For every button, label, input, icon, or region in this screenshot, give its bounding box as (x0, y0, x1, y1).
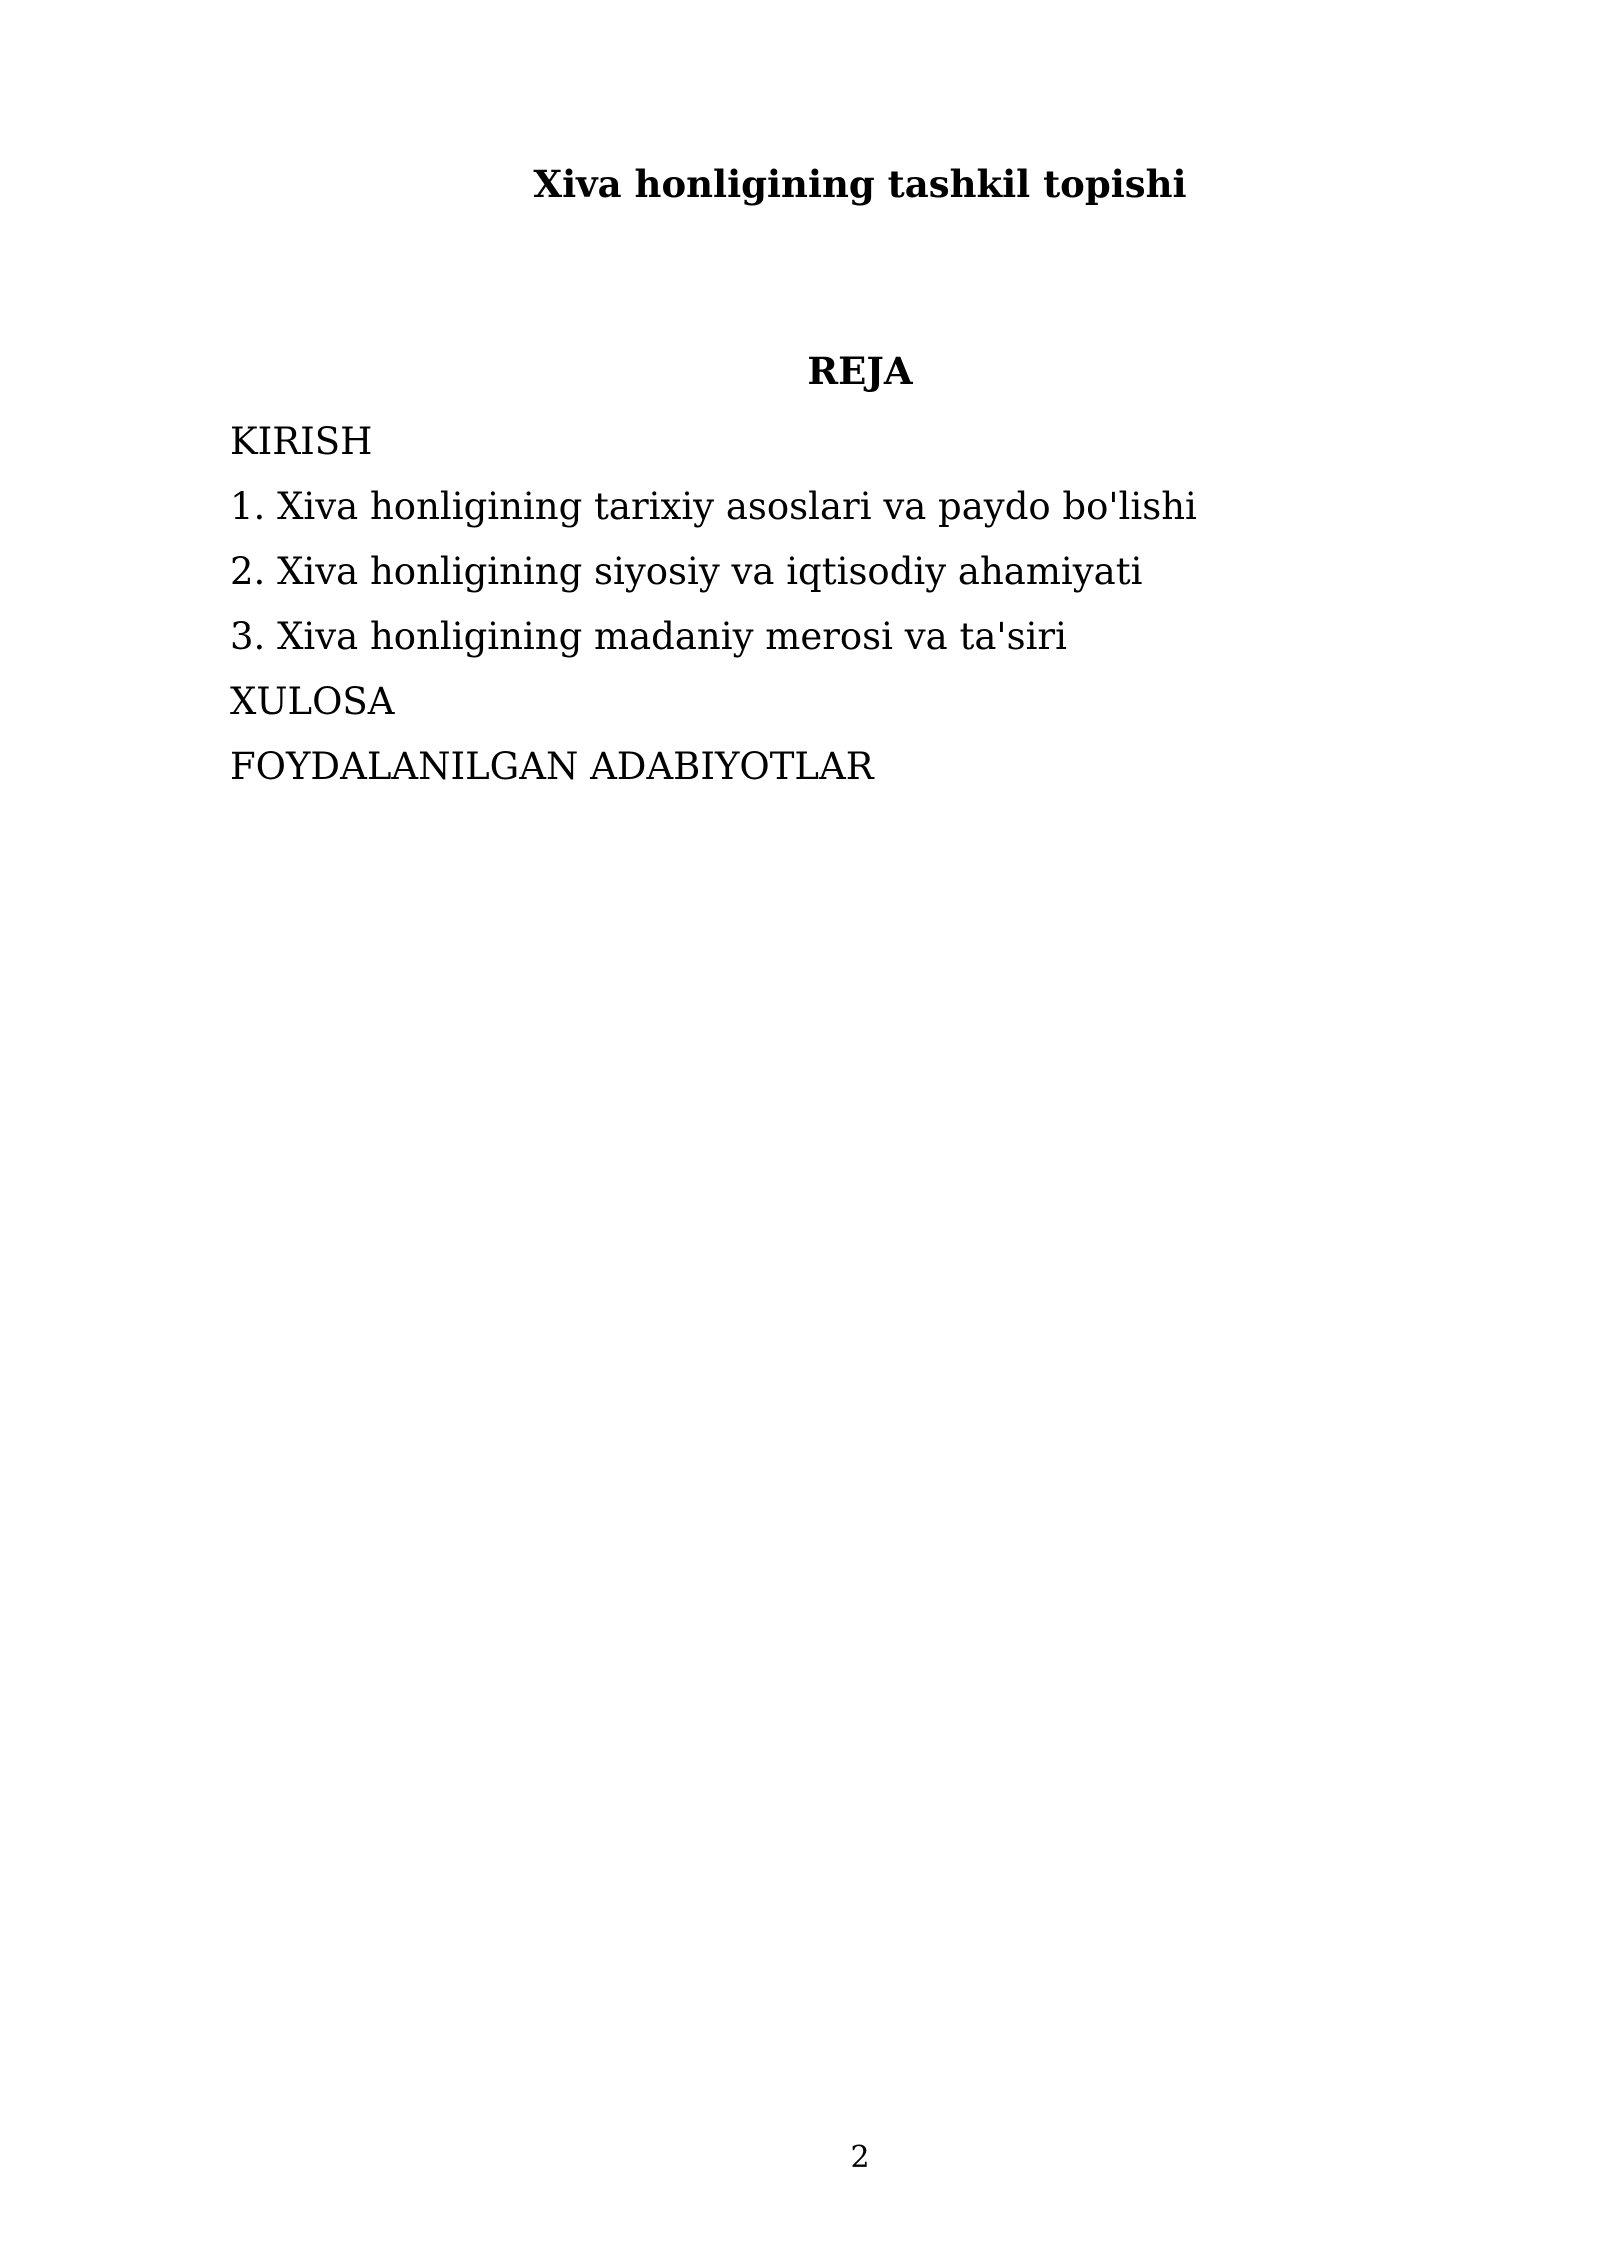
plan-item-2: 2. Xiva honligining siyosiy va iqtisodiy ahamiyati (230, 550, 1143, 593)
plan-item-introduction: KIRISH (230, 420, 373, 463)
document-title: Xiva honligining tashkil topishi (533, 162, 1187, 206)
plan-item-conclusion: XULOSA (230, 680, 395, 723)
plan-heading: REJA (807, 349, 913, 393)
plan-item-references: FOYDALANILGAN ADABIYOTLAR (230, 745, 874, 788)
plan-item-1: 1. Xiva honligining tarixiy asoslari va paydo bo'lishi (230, 485, 1197, 528)
plan-item-3: 3. Xiva honligining madaniy merosi va ta'siri (230, 615, 1067, 658)
page-number: 2 (850, 2140, 870, 2175)
plan-list (230, 418, 1197, 808)
